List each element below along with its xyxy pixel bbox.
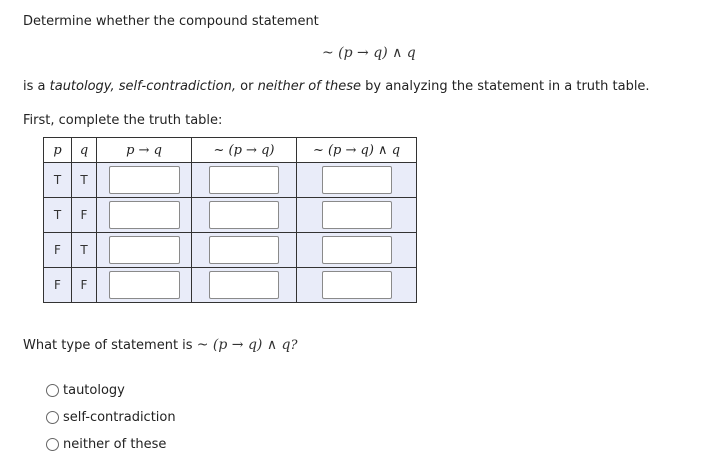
- radio-label: neither of these: [63, 437, 167, 452]
- question-mark: ?: [290, 338, 298, 353]
- cell-p: T: [44, 163, 72, 198]
- answer-box-compound[interactable]: [322, 201, 392, 229]
- radio-option-tautology[interactable]: [46, 383, 125, 398]
- question-prefix: What type of statement is: [23, 338, 197, 353]
- question-expression: ~ (p → q) ∧ q: [196, 337, 291, 353]
- header-not-p-implies-q: ~ (p → q): [192, 138, 297, 163]
- header-q: q: [72, 138, 97, 163]
- radio-option-neither[interactable]: [46, 437, 166, 452]
- answer-box-p-implies-q[interactable]: [109, 166, 180, 194]
- truth-table: [43, 137, 417, 303]
- table-row: [44, 268, 417, 303]
- radio-circle-icon[interactable]: [46, 411, 59, 424]
- cell-compound: [297, 163, 417, 198]
- cell-p-implies-q: [97, 233, 192, 268]
- table-row: [44, 163, 417, 198]
- header-compound: ~ (p → q) ∧ q: [297, 138, 417, 163]
- cell-p: T: [44, 198, 72, 233]
- cell-q: T: [72, 163, 97, 198]
- radio-label: self-contradiction: [63, 410, 176, 425]
- answer-box-not-p-implies-q[interactable]: [209, 236, 279, 264]
- cell-not-p-implies-q: [192, 163, 297, 198]
- radio-option-self-contradiction[interactable]: [46, 410, 176, 425]
- answer-box-p-implies-q[interactable]: [109, 271, 180, 299]
- truth-table-header: [44, 138, 417, 163]
- answer-box-p-implies-q[interactable]: [109, 236, 180, 264]
- classify-instructions: [23, 79, 650, 94]
- cell-not-p-implies-q: [192, 268, 297, 303]
- answer-box-not-p-implies-q[interactable]: [209, 166, 279, 194]
- intro-text: Determine whether the compound statement: [23, 14, 319, 29]
- table-row: [44, 233, 417, 268]
- first-step-text: First, complete the truth table:: [23, 113, 223, 128]
- radio-label: tautology: [63, 383, 125, 398]
- classify-option-neither: neither of these: [257, 79, 361, 94]
- radio-circle-icon[interactable]: [46, 384, 59, 397]
- cell-not-p-implies-q: [192, 233, 297, 268]
- cell-compound: [297, 268, 417, 303]
- answer-box-not-p-implies-q[interactable]: [209, 271, 279, 299]
- answer-box-not-p-implies-q[interactable]: [209, 201, 279, 229]
- cell-p-implies-q: [97, 268, 192, 303]
- question-text: [23, 337, 297, 353]
- radio-circle-icon[interactable]: [46, 438, 59, 451]
- classify-option-tautology: tautology,: [49, 79, 115, 94]
- classify-option-contradiction: self-contradiction,: [118, 79, 236, 94]
- classify-mid2: or: [235, 79, 258, 94]
- compound-statement: ~ (p → q) ∧ q: [322, 45, 416, 61]
- table-row: [44, 198, 417, 233]
- answer-box-compound[interactable]: [322, 236, 392, 264]
- header-p: p: [44, 138, 72, 163]
- cell-p: F: [44, 233, 72, 268]
- classify-before: is a: [23, 79, 50, 94]
- cell-q: F: [72, 268, 97, 303]
- cell-p-implies-q: [97, 198, 192, 233]
- cell-p: F: [44, 268, 72, 303]
- cell-compound: [297, 198, 417, 233]
- cell-q: F: [72, 198, 97, 233]
- answer-box-p-implies-q[interactable]: [109, 201, 180, 229]
- classify-after: by analyzing the statement in a truth table.: [361, 79, 650, 94]
- cell-compound: [297, 233, 417, 268]
- answer-box-compound[interactable]: [322, 166, 392, 194]
- answer-box-compound[interactable]: [322, 271, 392, 299]
- cell-q: T: [72, 233, 97, 268]
- cell-p-implies-q: [97, 163, 192, 198]
- header-p-implies-q: p → q: [97, 138, 192, 163]
- cell-not-p-implies-q: [192, 198, 297, 233]
